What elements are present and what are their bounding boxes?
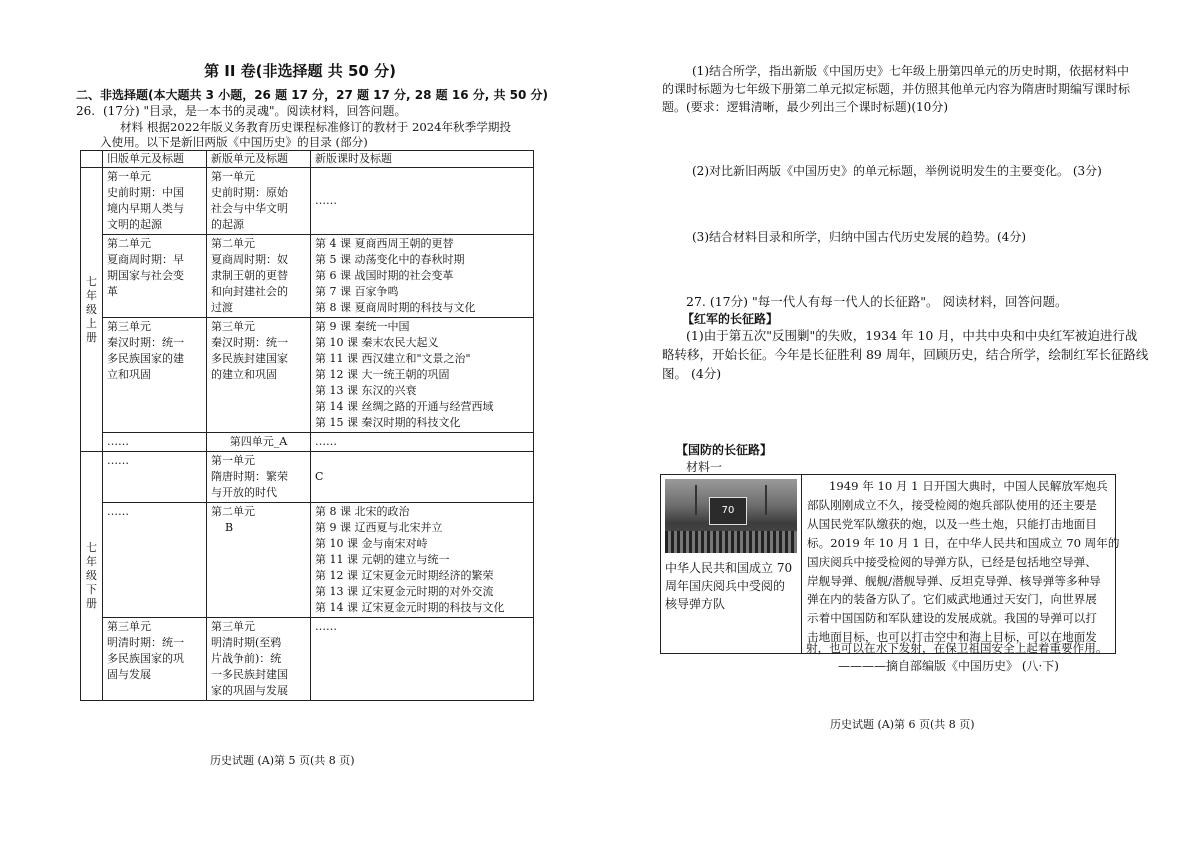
cell-line: …… xyxy=(315,435,337,448)
lesson-line: 第 7 课 百家争鸣 xyxy=(315,285,399,298)
grade-upper-label: 七年级上册 xyxy=(86,274,97,344)
cell-line: 第二单元 xyxy=(211,505,255,518)
cell-line: 期国家与社会变 xyxy=(107,269,184,282)
cell-line: 立和巩固 xyxy=(107,368,151,381)
cell-line: 境内早期人类与 xyxy=(107,202,184,215)
photo-caption xyxy=(665,559,799,613)
text-line: 核导弹方队 xyxy=(665,597,726,611)
lesson-line: 第 8 课 北宋的政治 xyxy=(315,505,410,518)
table-row xyxy=(81,452,534,503)
table-row xyxy=(81,433,534,452)
lessons-cell xyxy=(311,618,534,701)
new-unit-cell xyxy=(207,503,311,618)
lessons-cell xyxy=(311,503,534,618)
lesson-line: 第 5 课 动荡变化中的春秋时期 xyxy=(315,253,465,266)
lessons-cell xyxy=(311,433,534,452)
old-unit-cell xyxy=(103,452,207,503)
cell-line: 的起源 xyxy=(211,218,244,231)
cell-line: …… xyxy=(315,194,337,207)
catalog-table xyxy=(80,150,534,701)
q26-number: 26. xyxy=(76,104,96,118)
lesson-line: 第 9 课 秦统一中国 xyxy=(315,320,410,333)
lesson-line: 第 15 课 秦汉时期的科技文化 xyxy=(315,416,461,429)
new-unit-cell xyxy=(207,433,311,452)
cell-line: 第一单元 xyxy=(211,454,255,467)
cell-line: 第三单元 xyxy=(211,320,255,333)
lesson-line: 第 14 课 辽宋夏金元时期的科技与文化 xyxy=(315,601,505,614)
lesson-line: 第 4 课 夏商西周王朝的更替 xyxy=(315,237,454,250)
cell-line: 多民族封建国家 xyxy=(211,352,288,365)
q27-sub1 xyxy=(662,326,1149,383)
cell-line: 第二单元 xyxy=(211,237,255,250)
lesson-line: 第 8 课 夏商周时期的科技与文化 xyxy=(315,301,476,314)
text-line: 题。(要求：逻辑清晰，最少列出三个课时标题)(10分) xyxy=(662,100,948,114)
q26-material-line2: 入使用。以下是新旧两版《中国历史》的目录 (部分) xyxy=(100,135,368,149)
lesson-line: 第 10 课 秦末农民大起义 xyxy=(315,336,439,349)
cell-line: …… xyxy=(107,435,129,448)
cell-line: 史前时期：原始 xyxy=(211,186,288,199)
old-unit-cell xyxy=(103,433,207,452)
cell-line: 革 xyxy=(107,285,118,298)
lessons-cell xyxy=(311,318,534,433)
cell-line: 第一单元 xyxy=(211,170,255,183)
cell-line: 史前时期：中国 xyxy=(107,186,184,199)
q26-sub3: (3)结合材料目录和所学，归纳中国古代历史发展的趋势。(4分) xyxy=(692,230,1026,244)
cell-line: C xyxy=(315,470,324,483)
right-page-footer: 历史试题 (A)第 6 页(共 8 页) xyxy=(830,718,975,731)
cell-line: 固与发展 xyxy=(107,668,151,681)
lessons-cell xyxy=(311,168,534,235)
cell-line: 的建立和巩固 xyxy=(211,368,277,381)
text-line: 部队刚刚成立不久，接受检阅的炮兵部队使用的还主要是 xyxy=(807,497,1097,512)
text-line: 从国民党军队缴获的炮，以及一些土炮，只能打击地面目 xyxy=(807,516,1097,531)
text-line: (1)由于第五次"反围剿"的失败，1934 年 10 月，中共中央和中央红军被迫进行战 xyxy=(686,328,1138,343)
lesson-line: 第 12 课 辽宋夏金元时期经济的繁荣 xyxy=(315,569,494,582)
cell-line: 第三单元 xyxy=(107,320,151,333)
text-line: 示着中国国防和军队建设的发展成就。我国的导弹可以打 xyxy=(807,611,1097,626)
cell-line: 第三单元 xyxy=(211,620,255,633)
cell-line: 一多民族封建国 xyxy=(211,668,288,681)
photo-screen: 70 xyxy=(709,497,747,525)
cell-line: …… xyxy=(315,620,337,633)
grade-lower-label: 七年级下册 xyxy=(86,541,97,610)
lesson-line: 第 11 课 西汉建立和"文景之治" xyxy=(315,352,471,365)
section-title: 第 II 卷(非选择题 共 50 分) xyxy=(204,62,396,80)
table-header-row xyxy=(81,151,534,168)
cell-line: 过渡 xyxy=(211,301,233,314)
missile-column-shape xyxy=(665,531,797,553)
text-line: 标。2019 年 10 月 1 日，在中华人民共和国成立 70 周年的 xyxy=(807,535,1120,550)
cell-line: 第二单元 xyxy=(107,237,151,250)
table-row xyxy=(81,503,534,618)
q26-sub2: (2)对比新旧两版《中国历史》的单元标题，举例说明发生的主要变化。 (3分) xyxy=(692,164,1102,178)
old-unit-cell xyxy=(103,235,207,318)
table-header-new: 新版单元及标题 xyxy=(207,151,311,168)
cell-line: 第三单元 xyxy=(107,620,151,633)
material1-label: 材料一 xyxy=(686,460,723,474)
cell-line: 明清时期：统一 xyxy=(107,636,184,649)
lesson-line: 第 13 课 辽宋夏金元时期的对外交流 xyxy=(315,585,494,598)
cell-line: 明清时期(至鸦 xyxy=(211,636,282,649)
text-line: 弹在内的装备方队了。它们威武地通过天安门，向世界展 xyxy=(807,592,1097,607)
cell-line: 文明的起源 xyxy=(107,218,162,231)
lesson-line: 第 10 课 金与南宋对峙 xyxy=(315,537,428,550)
text-line: (1)结合所学，指出新版《中国历史》七年级上册第四单元的历史时期，依据材料中 xyxy=(692,64,1130,78)
lesson-line: 第 11 课 元朝的建立与统一 xyxy=(315,553,450,566)
material1-box xyxy=(660,474,1120,654)
cell-line: 夏商周时期：奴 xyxy=(211,253,288,266)
new-unit-cell xyxy=(207,235,311,318)
new-unit-cell xyxy=(207,618,311,701)
cell-line: 多民族国家的巩 xyxy=(107,652,184,665)
material1-text xyxy=(807,477,1120,647)
text-line: 周年国庆阅兵中受阅的 xyxy=(665,579,786,593)
new-unit-cell xyxy=(207,452,311,503)
table-header-lessons: 新版课时及标题 xyxy=(311,151,534,168)
table-header-corner xyxy=(81,151,103,168)
cell-line: …… xyxy=(107,454,129,467)
old-unit-cell xyxy=(103,318,207,433)
text-line: 略转移，开始长征。今年是长征胜利 89 周年，回顾历史，结合所学，绘制红军长征路线 xyxy=(662,347,1149,362)
flagpole-shape xyxy=(765,485,767,515)
text-line: 图。 (4分) xyxy=(662,366,722,381)
cell-line: 与开放的时代 xyxy=(211,486,277,499)
new-unit-cell xyxy=(207,168,311,235)
cell-line: 第一单元 xyxy=(107,170,151,183)
national-defense-heading: 【国防的长征路】 xyxy=(676,443,773,457)
parade-photo xyxy=(665,479,797,553)
lessons-cell xyxy=(311,452,534,503)
lesson-line: 第 14 课 丝绸之路的开通与经营西域 xyxy=(315,400,494,413)
text-line: 1949 年 10 月 1 日开国大典时，中国人民解放军炮兵 xyxy=(829,479,1108,493)
grade-lower-cell xyxy=(81,452,103,701)
new-unit-cell xyxy=(207,318,311,433)
cell-line: 隋唐时期：繁荣 xyxy=(211,470,288,483)
table-row xyxy=(81,168,534,235)
lesson-line: 第 9 课 辽西夏与北宋并立 xyxy=(315,521,443,534)
lessons-cell xyxy=(311,235,534,318)
cell-line: 片战争前)：统 xyxy=(211,652,282,665)
q26-stem: (17分) "目录，是一本书的灵魂"。阅读材料，回答问题。 xyxy=(103,104,407,118)
table-row xyxy=(81,318,534,433)
text-line: 国庆阅兵中接受检阅的导弹方队，已经是包括地空导弹、 xyxy=(807,554,1097,569)
cell-line: 秦汉时期：统一 xyxy=(107,336,184,349)
text-line: 中华人民共和国成立 70 xyxy=(665,561,793,575)
lesson-line: 第 13 课 东汉的兴衰 xyxy=(315,384,417,397)
cell-line: …… xyxy=(107,505,129,518)
red-army-heading: 【红军的长征路】 xyxy=(682,312,779,326)
material1-source: ————摘自部编版《中国历史》 (八·下) xyxy=(838,659,1059,673)
cell-line: 夏商周时期：早 xyxy=(107,253,184,266)
flagpole-shape xyxy=(695,485,697,515)
photo-divider xyxy=(801,475,802,653)
table-row xyxy=(81,235,534,318)
old-unit-cell xyxy=(103,503,207,618)
text-line: 击地面目标，也可以打击空中和海上目标，可以在地面发 xyxy=(807,630,1097,645)
cell-line: 隶制王朝的更替 xyxy=(211,269,288,282)
cell-line: 秦汉时期：统一 xyxy=(211,336,288,349)
cell-line: 第四单元_A xyxy=(229,435,288,448)
material1-last-line: 射，也可以在水下发射，在保卫祖国安全上起着重要作用。 xyxy=(806,641,1108,655)
cell-line: 社会与中华文明 xyxy=(211,202,288,215)
q27-stem: 27. (17分) "每一代人有每一代人的长征路"。 阅读材料，回答问题。 xyxy=(686,294,1068,309)
part-heading: 二、非选择题(本大题共 3 小题，26 题 17 分，27 题 17 分, 28 题 16 分, 共 50 分) xyxy=(76,88,548,102)
old-unit-cell xyxy=(103,618,207,701)
table-row xyxy=(81,618,534,701)
old-unit-cell xyxy=(103,168,207,235)
cell-line: B xyxy=(225,521,234,534)
q26-material-line1: 材料 根据2022年版义务教育历史课程标准修订的教材于 2024年秋季学期投 xyxy=(120,120,512,134)
text-line: 岸舰导弹、舰舰/潜舰导弹、反坦克导弹、核导弹等多种导 xyxy=(807,573,1101,588)
lesson-line: 第 6 课 战国时期的社会变革 xyxy=(315,269,454,282)
cell-line: 和向封建社会的 xyxy=(211,285,288,298)
table-header-old: 旧版单元及标题 xyxy=(103,151,207,168)
q26-sub1 xyxy=(662,62,1132,116)
grade-upper-cell xyxy=(81,168,103,452)
left-page-footer: 历史试题 (A)第 5 页(共 8 页) xyxy=(210,754,355,767)
cell-line: 家的巩固与发展 xyxy=(211,684,288,697)
lesson-line: 第 12 课 大一统王朝的巩固 xyxy=(315,368,450,381)
cell-line: 多民族国家的建 xyxy=(107,352,184,365)
text-line: 的课时标题为七年级下册第二单元拟定标题，并仿照其他单元内容为隋唐时期编写课时标 xyxy=(662,82,1131,96)
